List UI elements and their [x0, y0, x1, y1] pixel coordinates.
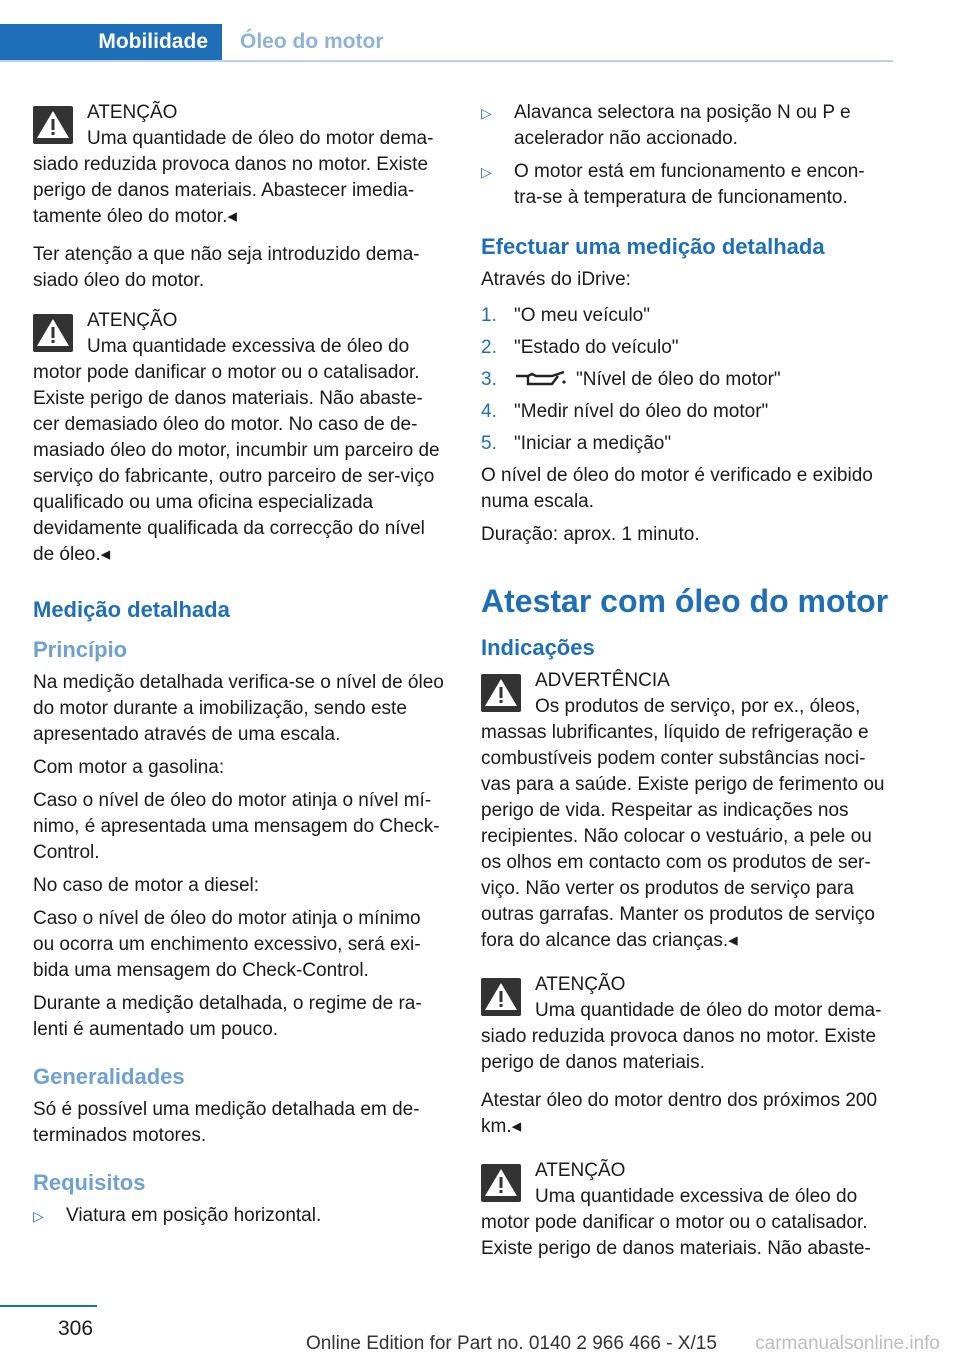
warning-triangle-icon: [481, 1164, 521, 1202]
warning-text: Uma quantidade de óleo do motor dema-siado reduzida provoca danos no motor. Existe perigo de danos materiais. Abastecer imedia-tamente óleo do motor.◂: [33, 128, 434, 227]
warning-title: ATENÇÃO: [87, 102, 178, 123]
section-heading: Indicações: [481, 635, 595, 660]
warning-block: [33, 308, 445, 568]
warning-title: ATENÇÃO: [87, 310, 178, 331]
right-column: [481, 100, 893, 1274]
paragraph: Caso o nível de óleo do motor atinja o mínimo ou ocorra um enchimento excessivo, será exi-bida uma mensagem do Check-Control.: [33, 908, 421, 981]
header-tabbar: [0, 24, 893, 62]
list-item: [481, 367, 893, 393]
warning-text: Uma quantidade excessiva de óleo do motor pode danificar o motor ou o catalisador. Existe perigo de danos materiais. Não abaste-cer demasiado óleo do motor. No caso de de-masiado óleo do motor, incumbir um parceiro de serviço do fabricante, outro parceiro de ser-viço qualificado ou uma oficina especializada devidamente qualificada da correcção do nível de óleo.◂: [33, 336, 440, 565]
header-divider: [0, 60, 893, 62]
paragraph: Através do iDrive:: [481, 269, 631, 290]
triangle-bullet-icon: ▷: [481, 105, 492, 121]
warning-block: [481, 1158, 893, 1262]
warning-title: ATENÇÃO: [535, 1160, 626, 1181]
section-heading: Medição detalhada: [33, 597, 230, 622]
paragraph: Só é possível uma medição detalhada em de-terminados motores.: [33, 1099, 420, 1146]
step-text: "Medir nível do óleo do motor": [514, 401, 769, 422]
list-item-text: Viatura em posição horizontal.: [66, 1205, 322, 1226]
step-number: 2.: [481, 337, 497, 358]
step-number: 5.: [481, 433, 497, 454]
watermark: carmanualsonline.info: [755, 1333, 940, 1354]
warning-triangle-icon: [481, 978, 521, 1016]
paragraph: Duração: aprox. 1 minuto.: [481, 524, 700, 545]
warning-block: [33, 100, 445, 230]
triangle-bullet-icon: ▷: [33, 1208, 44, 1224]
steps-list: [481, 303, 893, 457]
step-number: 4.: [481, 401, 497, 422]
list-item: [481, 303, 893, 329]
warning-triangle-icon: [481, 674, 521, 712]
warning-text: Os produtos de serviço, por ex., óleos, massas lubrificantes, líquido de refrigeração e combustíveis podem conter substâncias noci-vas para a saúde. Existe perigo de ferimento ou perigo de vida. Respeitar as indicações nos recipientes. Não colocar o vestuário, a pele ou os olhos em contacto com os produtos de ser-viço. Não verter os produtos de serviço para outras garrafas. Manter os produtos de serviço fora do alcance das crianças.◂: [481, 696, 885, 951]
paragraph: No caso de motor a diesel:: [33, 875, 260, 896]
paragraph: Atestar óleo do motor dentro dos próximos 200 km.◂: [481, 1090, 878, 1137]
paragraph: Com motor a gasolina:: [33, 757, 225, 778]
step-text: "Estado do veículo": [514, 337, 679, 358]
oil-can-icon: [514, 370, 566, 390]
section-heading: Efectuar uma medição detalhada: [481, 234, 825, 259]
warning-triangle-icon: [33, 314, 73, 352]
list-item-text: Alavanca selectora na posição N ou P e acelerador não accionado.: [514, 102, 851, 149]
step-number: 1.: [481, 305, 497, 326]
step-number: 3.: [481, 369, 497, 390]
list-item: [481, 431, 893, 457]
list-item: [33, 1203, 445, 1229]
subsection-heading: Generalidades: [33, 1064, 185, 1089]
warning-title: ADVERTÊNCIA: [535, 670, 670, 691]
footer-edition: Online Edition for Part no. 0140 2 966 466 - X/15: [306, 1333, 717, 1354]
paragraph: Caso o nível de óleo do motor atinja o nível mí-nimo, é apresentada uma mensagem do Check-Control.: [33, 790, 440, 863]
list-item-text: O motor está em funcionamento e encon-tra-se à temperatura de funcionamento.: [514, 161, 865, 208]
list-item: [481, 335, 893, 361]
warning-text: Uma quantidade excessiva de óleo do motor pode danificar o motor ou o catalisador. Existe perigo de danos materiais. Não abaste-: [481, 1186, 871, 1259]
step-text: "O meu veículo": [514, 305, 650, 326]
subsection-heading: Requisitos: [33, 1170, 146, 1195]
step-text: "Iniciar a medição": [514, 433, 672, 454]
paragraph: Ter atenção a que não seja introduzido dema-siado óleo do motor.: [33, 244, 420, 291]
triangle-bullet-icon: ▷: [481, 164, 492, 180]
left-column: [33, 100, 445, 1236]
warning-title: ATENÇÃO: [535, 974, 626, 995]
subsection-heading: Princípio: [33, 637, 128, 662]
page-number-rule: [0, 1305, 97, 1307]
warning-block: [481, 972, 893, 1076]
tab-mobilidade[interactable]: Mobilidade: [0, 24, 222, 60]
tab-oleo-do-motor[interactable]: Óleo do motor: [240, 30, 384, 53]
warning-triangle-icon: [33, 106, 73, 144]
paragraph: O nível de óleo do motor é verificado e exibido numa escala.: [481, 465, 873, 512]
warning-block: [481, 668, 893, 954]
list-item: [481, 399, 893, 425]
chapter-heading: Atestar com óleo do motor: [481, 583, 889, 619]
list-item: [481, 100, 893, 152]
warning-text: Uma quantidade de óleo do motor dema-siado reduzida provoca danos no motor. Existe perigo de danos materiais.: [481, 1000, 882, 1073]
step-text: "Nível de óleo do motor": [576, 369, 781, 390]
paragraph: Durante a medição detalhada, o regime de ra-lenti é aumentado um pouco.: [33, 993, 422, 1040]
paragraph: Na medição detalhada verifica-se o nível de óleo do motor durante a imobilização, sendo este apresentado através de uma escala.: [33, 672, 444, 745]
page-number: 306: [58, 1317, 94, 1340]
list-item: [481, 159, 893, 211]
